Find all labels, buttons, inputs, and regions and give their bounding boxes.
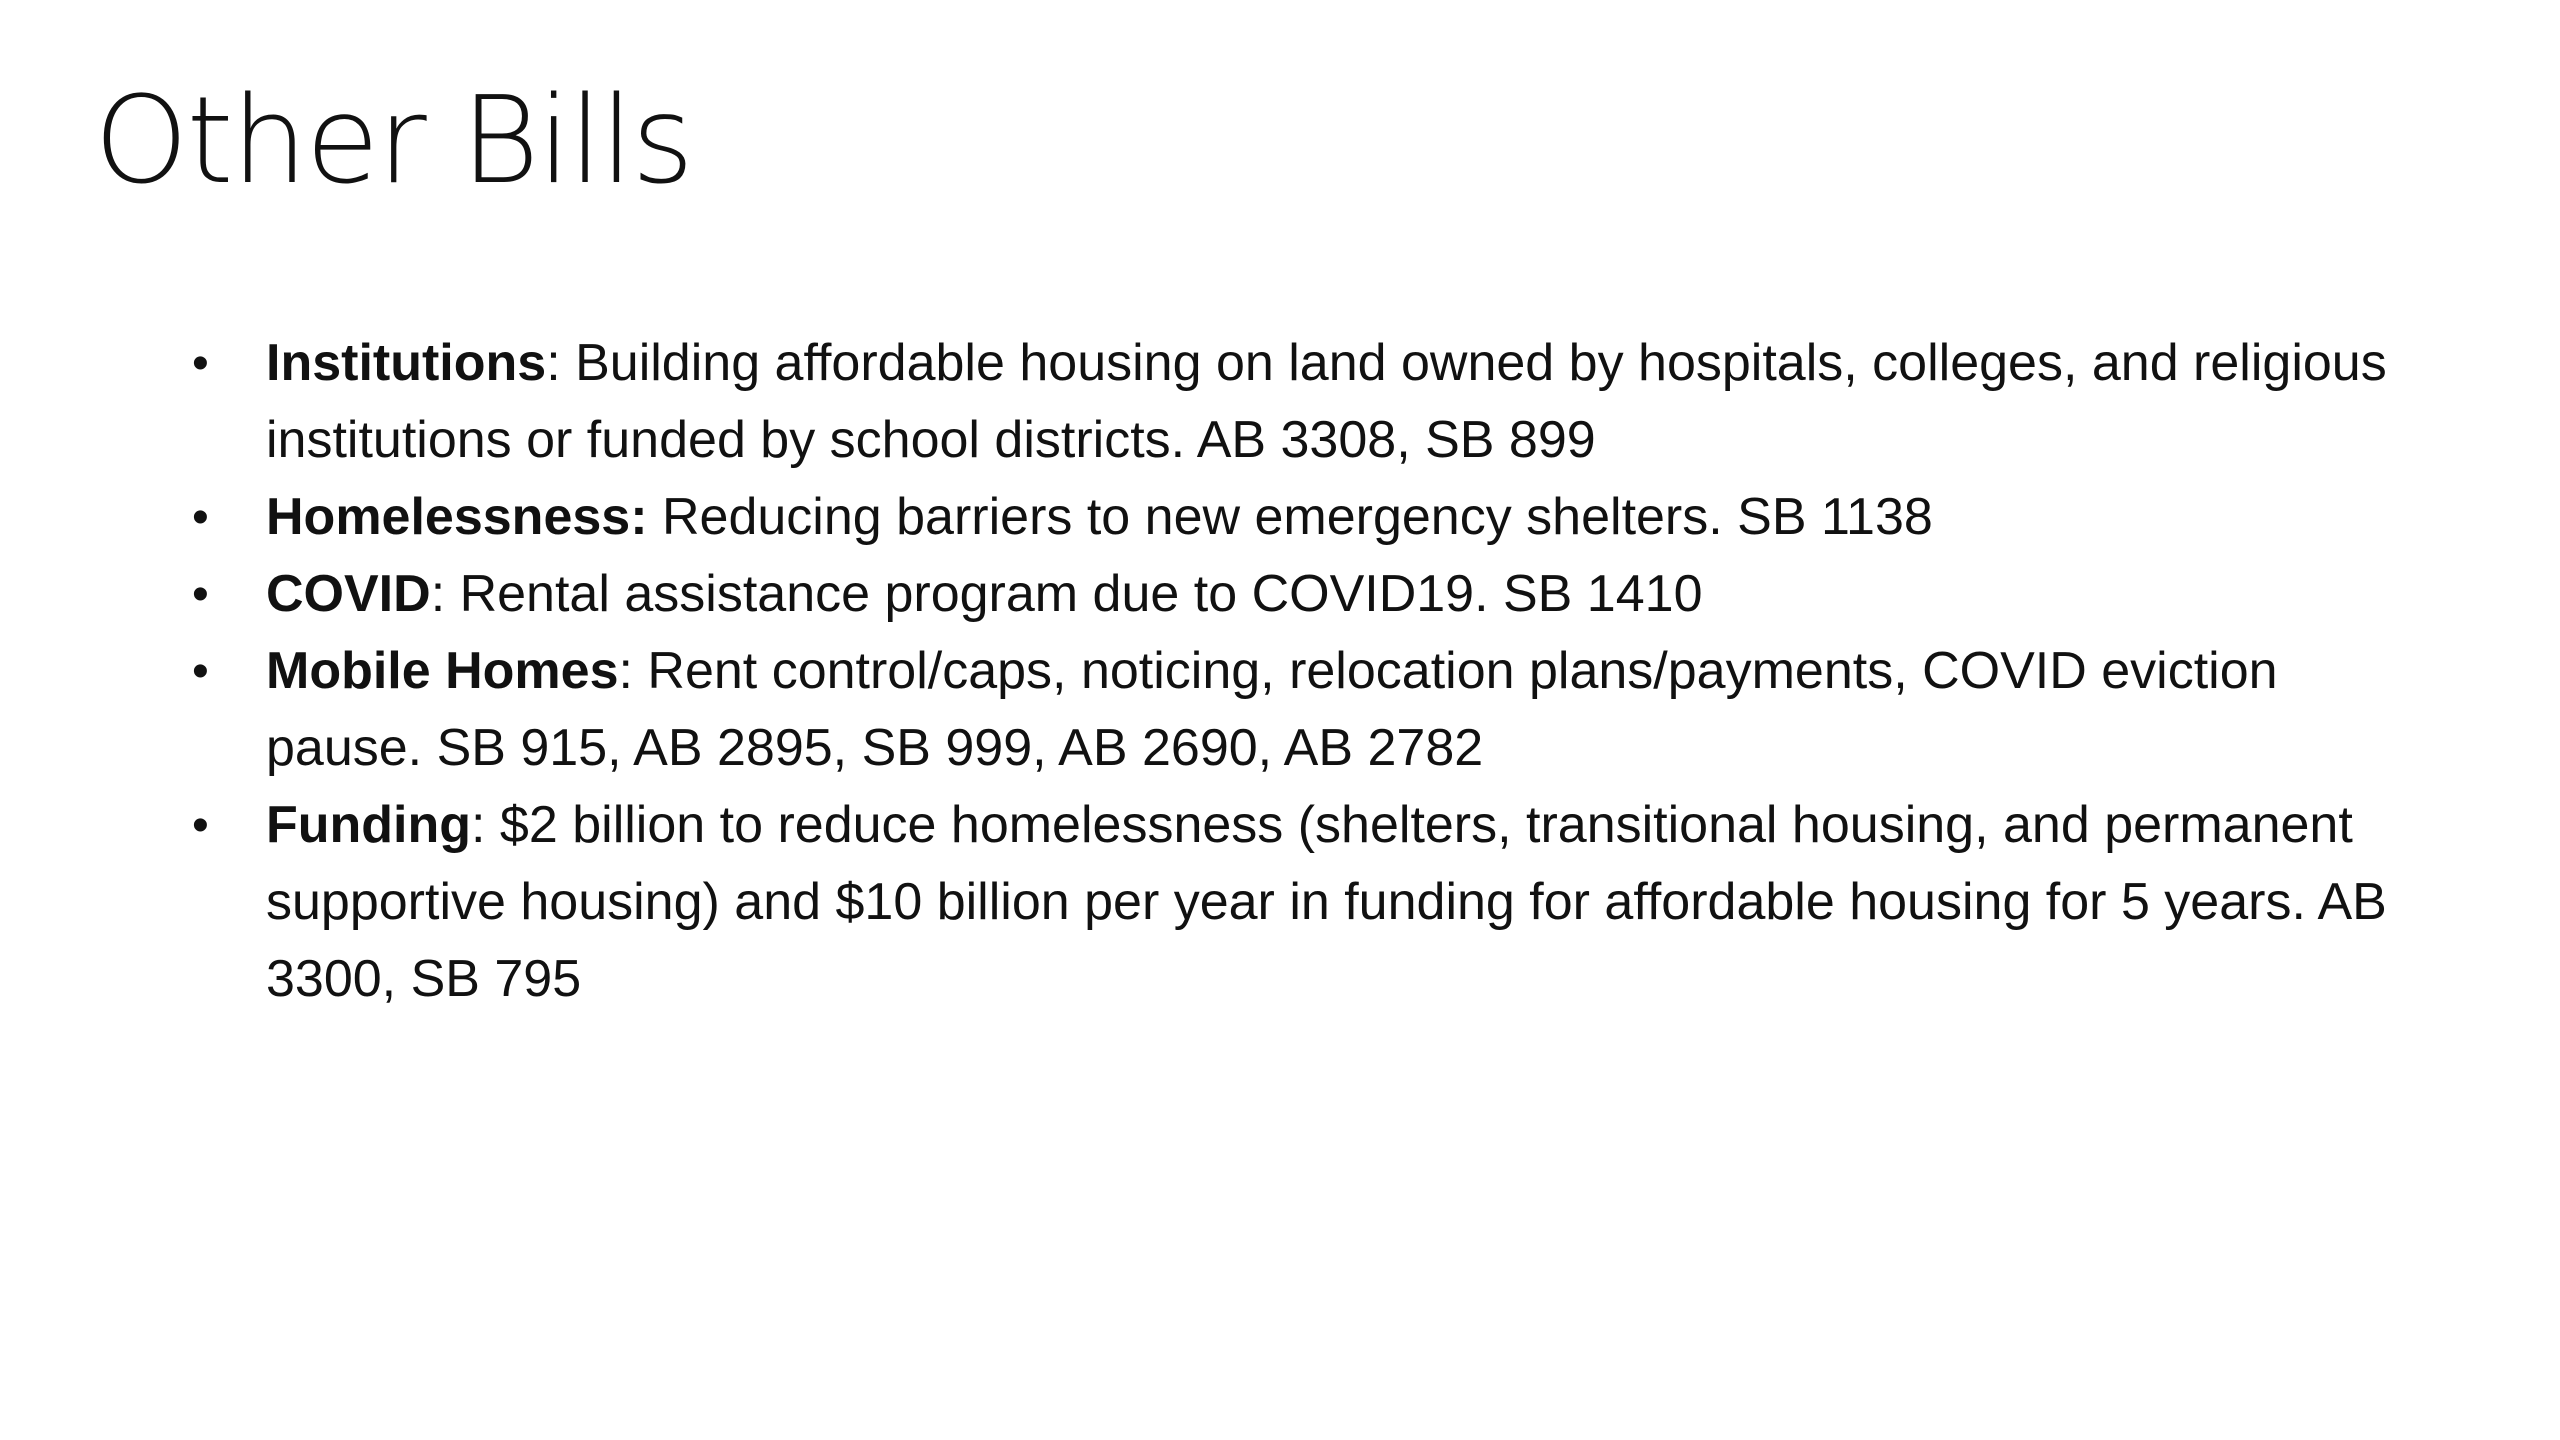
bullet-dot-icon: • <box>192 491 209 544</box>
bullet-dot-icon: • <box>192 645 209 698</box>
bullet-term: Homelessness: <box>266 488 648 546</box>
bullet-text: Rent control/caps, noticing, relocation plans/payments, COVID eviction pause. SB 915, AB 2895, SB 999, AB 2690, AB 2782 <box>266 642 2278 777</box>
bullet-text: Building affordable housing on land owned by hospitals, colleges, and religious institutions or funded by school districts. AB 3308, SB 899 <box>266 334 2387 469</box>
bullet-item-mobile-homes <box>190 633 2430 787</box>
bullet-dot-icon: • <box>192 568 209 621</box>
bullet-dot-icon: • <box>192 337 209 390</box>
bullet-item-covid <box>190 556 2430 633</box>
bullet-text: $2 billion to reduce homelessness (shelters, transitional housing, and permanent supportive housing) and $10 billion per year in funding for affordable housing for 5 years. AB 3300, SB 795 <box>266 796 2387 1008</box>
bullet-separator: : <box>430 565 446 623</box>
bullet-separator: : <box>618 642 633 700</box>
bullet-item-institutions <box>190 325 2430 479</box>
bullet-list <box>190 325 2430 1018</box>
bullet-separator: : <box>471 796 486 854</box>
bullet-item-funding <box>190 787 2430 1018</box>
bullet-text: Reducing barriers to new emergency shelters. SB 1138 <box>647 488 1933 546</box>
bullet-text: Rental assistance program due to COVID19. SB 1410 <box>445 565 1703 623</box>
bullet-term: Mobile Homes <box>266 642 619 700</box>
bullet-term: COVID <box>266 565 431 623</box>
slide-title: Other Bills <box>94 72 692 211</box>
bullet-dot-icon: • <box>192 799 209 852</box>
bullet-item-homelessness <box>190 479 2430 556</box>
bullet-term: Funding <box>266 796 472 854</box>
bullet-separator: : <box>546 334 561 392</box>
bullet-term: Institutions <box>266 334 547 392</box>
